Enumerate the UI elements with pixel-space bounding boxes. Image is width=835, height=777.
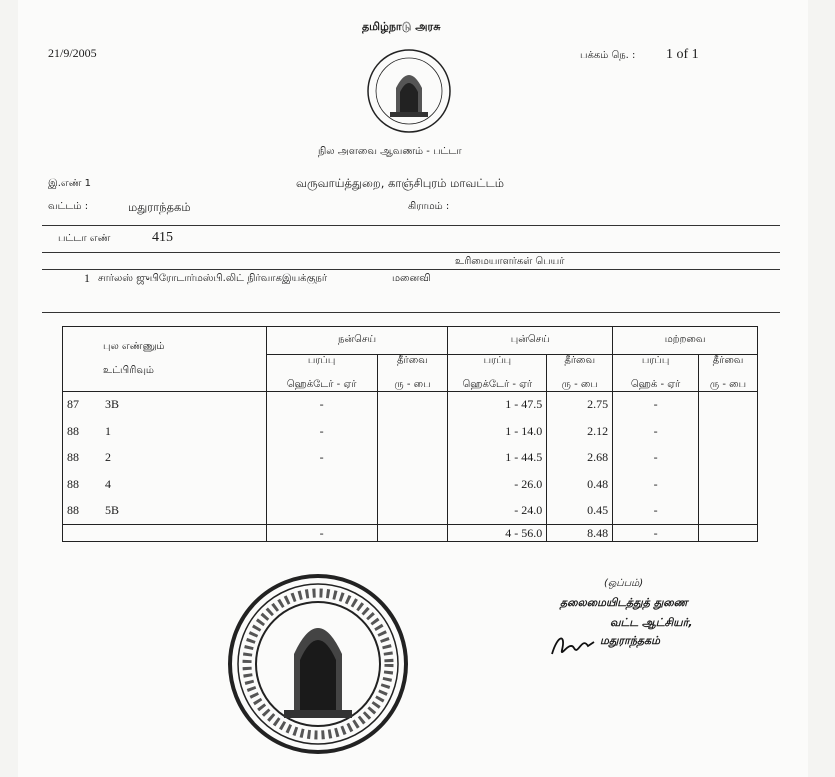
dry-area-header: பரப்பு ஹெக்டேர் - ஏர் [448,354,547,391]
dry-area-cell: 1 - 44.5 [448,445,547,472]
wet-area-header: பரப்பு ஹெக்டேர் - ஏர் [266,354,377,391]
wet-tax-cell [377,391,448,418]
other-tax-cell [699,471,758,498]
taluk-value: மதுராந்தகம் [128,200,191,214]
table-row [63,498,758,525]
wet-area-cell: - [266,445,377,472]
page-value: 1 of 1 [666,47,699,62]
serial-number: இ.எண் 1 [48,178,91,189]
wet-tax-header: தீர்வை ரு - பை [377,354,448,391]
wet-tax-cell [377,471,448,498]
total-dry-tax: 8.48 [547,525,613,542]
owner-relation: மனைவி [392,273,431,284]
dry-tax-header: தீர்வை ரு - பை [547,354,613,391]
other-tax-header: தீர்வை ரு - பை [699,354,758,391]
document-title: நில அளவை ஆவணம் - பட்டா [318,146,462,157]
page-label: பக்கம் நெ. : [580,50,636,61]
wet-tax-cell [377,418,448,445]
dry-area-cell: - 26.0 [448,471,547,498]
subdivision-number: 2 [105,450,111,465]
dry-area-cell: - 24.0 [448,498,547,525]
state-emblem-icon [366,48,452,134]
table-row [63,471,758,498]
other-land-header: மற்றவை [613,327,758,355]
survey-cell [63,391,267,418]
survey-cell [63,471,267,498]
subdivision-number: 4 [105,476,111,491]
other-area-cell: - [613,445,699,472]
government-heading: தமிழ்நாடு அரசு [362,20,441,33]
issue-date: 21/9/2005 [48,46,97,60]
wet-area-cell: - [266,418,377,445]
other-area-cell: - [613,391,699,418]
total-other-area: - [613,525,699,542]
survey-number: 88 [67,423,79,438]
village-label: கிராமம் : [408,201,450,212]
dry-area-cell: 1 - 14.0 [448,418,547,445]
survey-number: 88 [67,503,79,518]
other-area-header: பரப்பு ஹெக் - ஏர் [613,354,699,391]
other-tax-cell [699,498,758,525]
subdivision-number: 1 [105,423,111,438]
patta-number: 415 [152,230,173,245]
wet-land-header: நன்செய் [266,327,448,355]
survey-number: 87 [67,397,79,412]
handwritten-signature-icon [548,628,598,662]
total-dry-area: 4 - 56.0 [448,525,547,542]
office-seal-icon [226,572,410,756]
table-row [63,445,758,472]
survey-number: 88 [67,450,79,465]
other-tax-cell [699,418,758,445]
other-tax-cell [699,391,758,418]
taluk-label: வட்டம் : [48,201,89,212]
survey-cell [63,445,267,472]
wet-tax-cell [377,498,448,525]
department-line: வருவாய்த்துறை, காஞ்சிபுரம் மாவட்டம் [296,176,504,190]
wet-area-cell: - [266,391,377,418]
survey-number: 88 [67,476,79,491]
survey-cell [63,498,267,525]
dry-tax-cell: 0.48 [547,471,613,498]
subdivision-number: 5B [105,503,120,518]
divider [42,252,780,253]
owner-name: சார்லஸ் ஜுபிரோடார்மஸ்பி.லிட் நிர்வாகஇயக்குநர் [98,273,328,284]
dry-tax-cell: 2.12 [547,418,613,445]
survey-column-header: புல எண்ணும் உட்பிரிவும் [63,327,267,392]
dry-tax-cell: 2.68 [547,445,613,472]
wet-tax-cell [377,445,448,472]
signature-mark: (ஒப்பம்) [604,578,644,589]
total-row [63,525,758,542]
total-wet-area: - [266,525,377,542]
divider [42,312,780,313]
table-row [63,391,758,418]
table-row [63,418,758,445]
land-details-table [62,326,758,542]
dry-land-header: புன்செய் [448,327,613,355]
wet-area-cell [266,471,377,498]
other-area-cell: - [613,471,699,498]
divider [42,269,780,270]
signatory-office: வட்ட ஆட்சியர், [610,616,693,629]
owner-row-number: 1 [84,271,90,285]
dry-area-cell: 1 - 47.5 [448,391,547,418]
survey-cell [63,418,267,445]
patta-label: பட்டா எண் [58,233,111,244]
signatory-designation: தலைமையிடத்துத் துணை [560,596,688,609]
dry-tax-cell: 2.75 [547,391,613,418]
signatory-place: மதுராந்தகம் [600,634,660,647]
divider [42,225,780,226]
wet-area-cell [266,498,377,525]
other-tax-cell [699,445,758,472]
other-area-cell: - [613,418,699,445]
other-area-cell: - [613,498,699,525]
subdivision-number: 3B [105,397,120,412]
dry-tax-cell: 0.45 [547,498,613,525]
owner-section-title: உரிமையாளர்கள் பெயர் [455,256,565,267]
